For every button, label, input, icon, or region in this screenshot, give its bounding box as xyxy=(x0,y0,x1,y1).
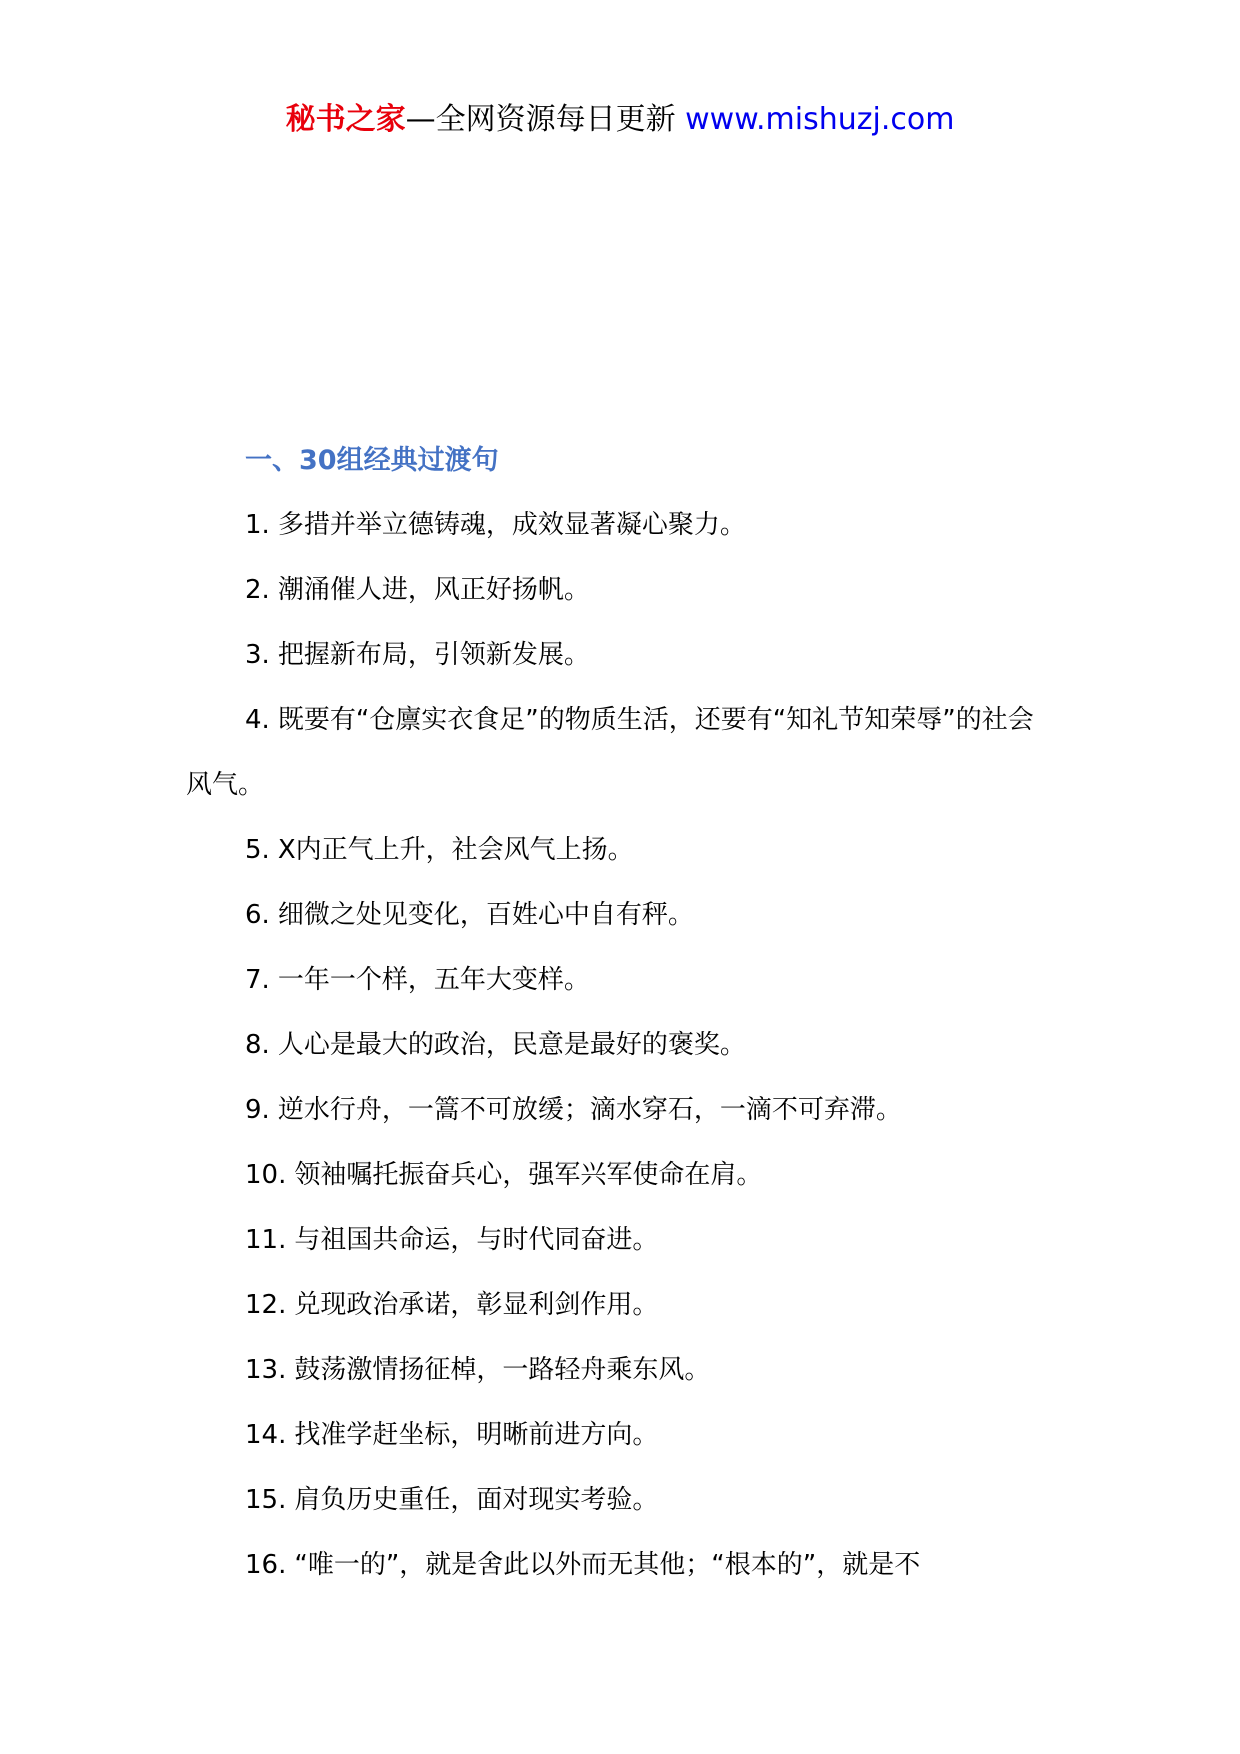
item-text: X内正气上升，社会风气上扬。 xyxy=(277,835,634,865)
list-item xyxy=(186,1273,1058,1338)
item-number: 16. xyxy=(245,1550,287,1580)
list-item xyxy=(186,688,1058,818)
list-item xyxy=(186,1468,1058,1533)
item-text: 与祖国共命运，与时代同奋进。 xyxy=(294,1225,659,1255)
item-number: 11. xyxy=(245,1225,287,1255)
list-item xyxy=(186,1143,1058,1208)
site-url-link[interactable]: www.mishuzj.com xyxy=(685,102,955,137)
item-text: 一年一个样，五年大变样。 xyxy=(277,965,590,995)
item-number: 6. xyxy=(245,900,270,930)
section-heading: 一、30组经典过渡句 xyxy=(245,445,499,476)
item-text: 肩负历史重任，面对现实考验。 xyxy=(294,1485,659,1515)
list-item xyxy=(186,1533,1058,1598)
list-item xyxy=(186,1338,1058,1403)
item-text: 既要有“仓廪实衣食足”的物质生活，还要有“知礼节知荣辱”的社会风气。 xyxy=(186,705,1034,800)
list-item xyxy=(186,1013,1058,1078)
item-number: 2. xyxy=(245,575,270,605)
list-item xyxy=(186,493,1058,558)
item-number: 9. xyxy=(245,1095,270,1125)
item-text: 逆水行舟，一篙不可放缓；滴水穿石，一滴不可弃滞。 xyxy=(277,1095,902,1125)
item-number: 12. xyxy=(245,1290,287,1320)
item-text: 兑现政治承诺，彰显利剑作用。 xyxy=(294,1290,659,1320)
item-number: 5. xyxy=(245,835,270,865)
item-text: 领袖嘱托振奋兵心，强军兴军使命在肩。 xyxy=(294,1160,763,1190)
item-text: 潮涌催人进，风正好扬帆。 xyxy=(277,575,590,605)
item-number: 3. xyxy=(245,640,270,670)
item-number: 1. xyxy=(245,510,270,540)
item-number: 7. xyxy=(245,965,270,995)
item-text: 多措并举立德铸魂，成效显著凝心聚力。 xyxy=(277,510,746,540)
header-tagline: —全网资源每日更新 xyxy=(405,102,686,137)
item-text: 找准学赶坐标，明晰前进方向。 xyxy=(294,1420,659,1450)
item-number: 13. xyxy=(245,1355,287,1385)
document-body xyxy=(186,428,1058,1598)
list-item xyxy=(186,818,1058,883)
list-item xyxy=(186,558,1058,623)
list-item xyxy=(186,948,1058,1013)
item-number: 10. xyxy=(245,1160,287,1190)
item-text: 人心是最大的政治，民意是最好的褒奖。 xyxy=(277,1030,746,1060)
list-item xyxy=(186,883,1058,948)
list-item xyxy=(186,1403,1058,1468)
list-item xyxy=(186,623,1058,688)
item-text: 鼓荡激情扬征棹，一路轻舟乘东风。 xyxy=(294,1355,711,1385)
item-number: 15. xyxy=(245,1485,287,1515)
page-header xyxy=(0,100,1240,140)
list-item xyxy=(186,1078,1058,1143)
item-text: 把握新布局，引领新发展。 xyxy=(277,640,590,670)
brand-name: 秘书之家 xyxy=(285,102,406,137)
item-number: 4. xyxy=(245,705,270,735)
item-number: 14. xyxy=(245,1420,287,1450)
list-item xyxy=(186,1208,1058,1273)
item-text: 细微之处见变化，百姓心中自有秤。 xyxy=(277,900,694,930)
item-number: 8. xyxy=(245,1030,270,1060)
item-text: “唯一的”，就是舍此以外而无其他；“根本的”，就是不 xyxy=(294,1550,921,1580)
